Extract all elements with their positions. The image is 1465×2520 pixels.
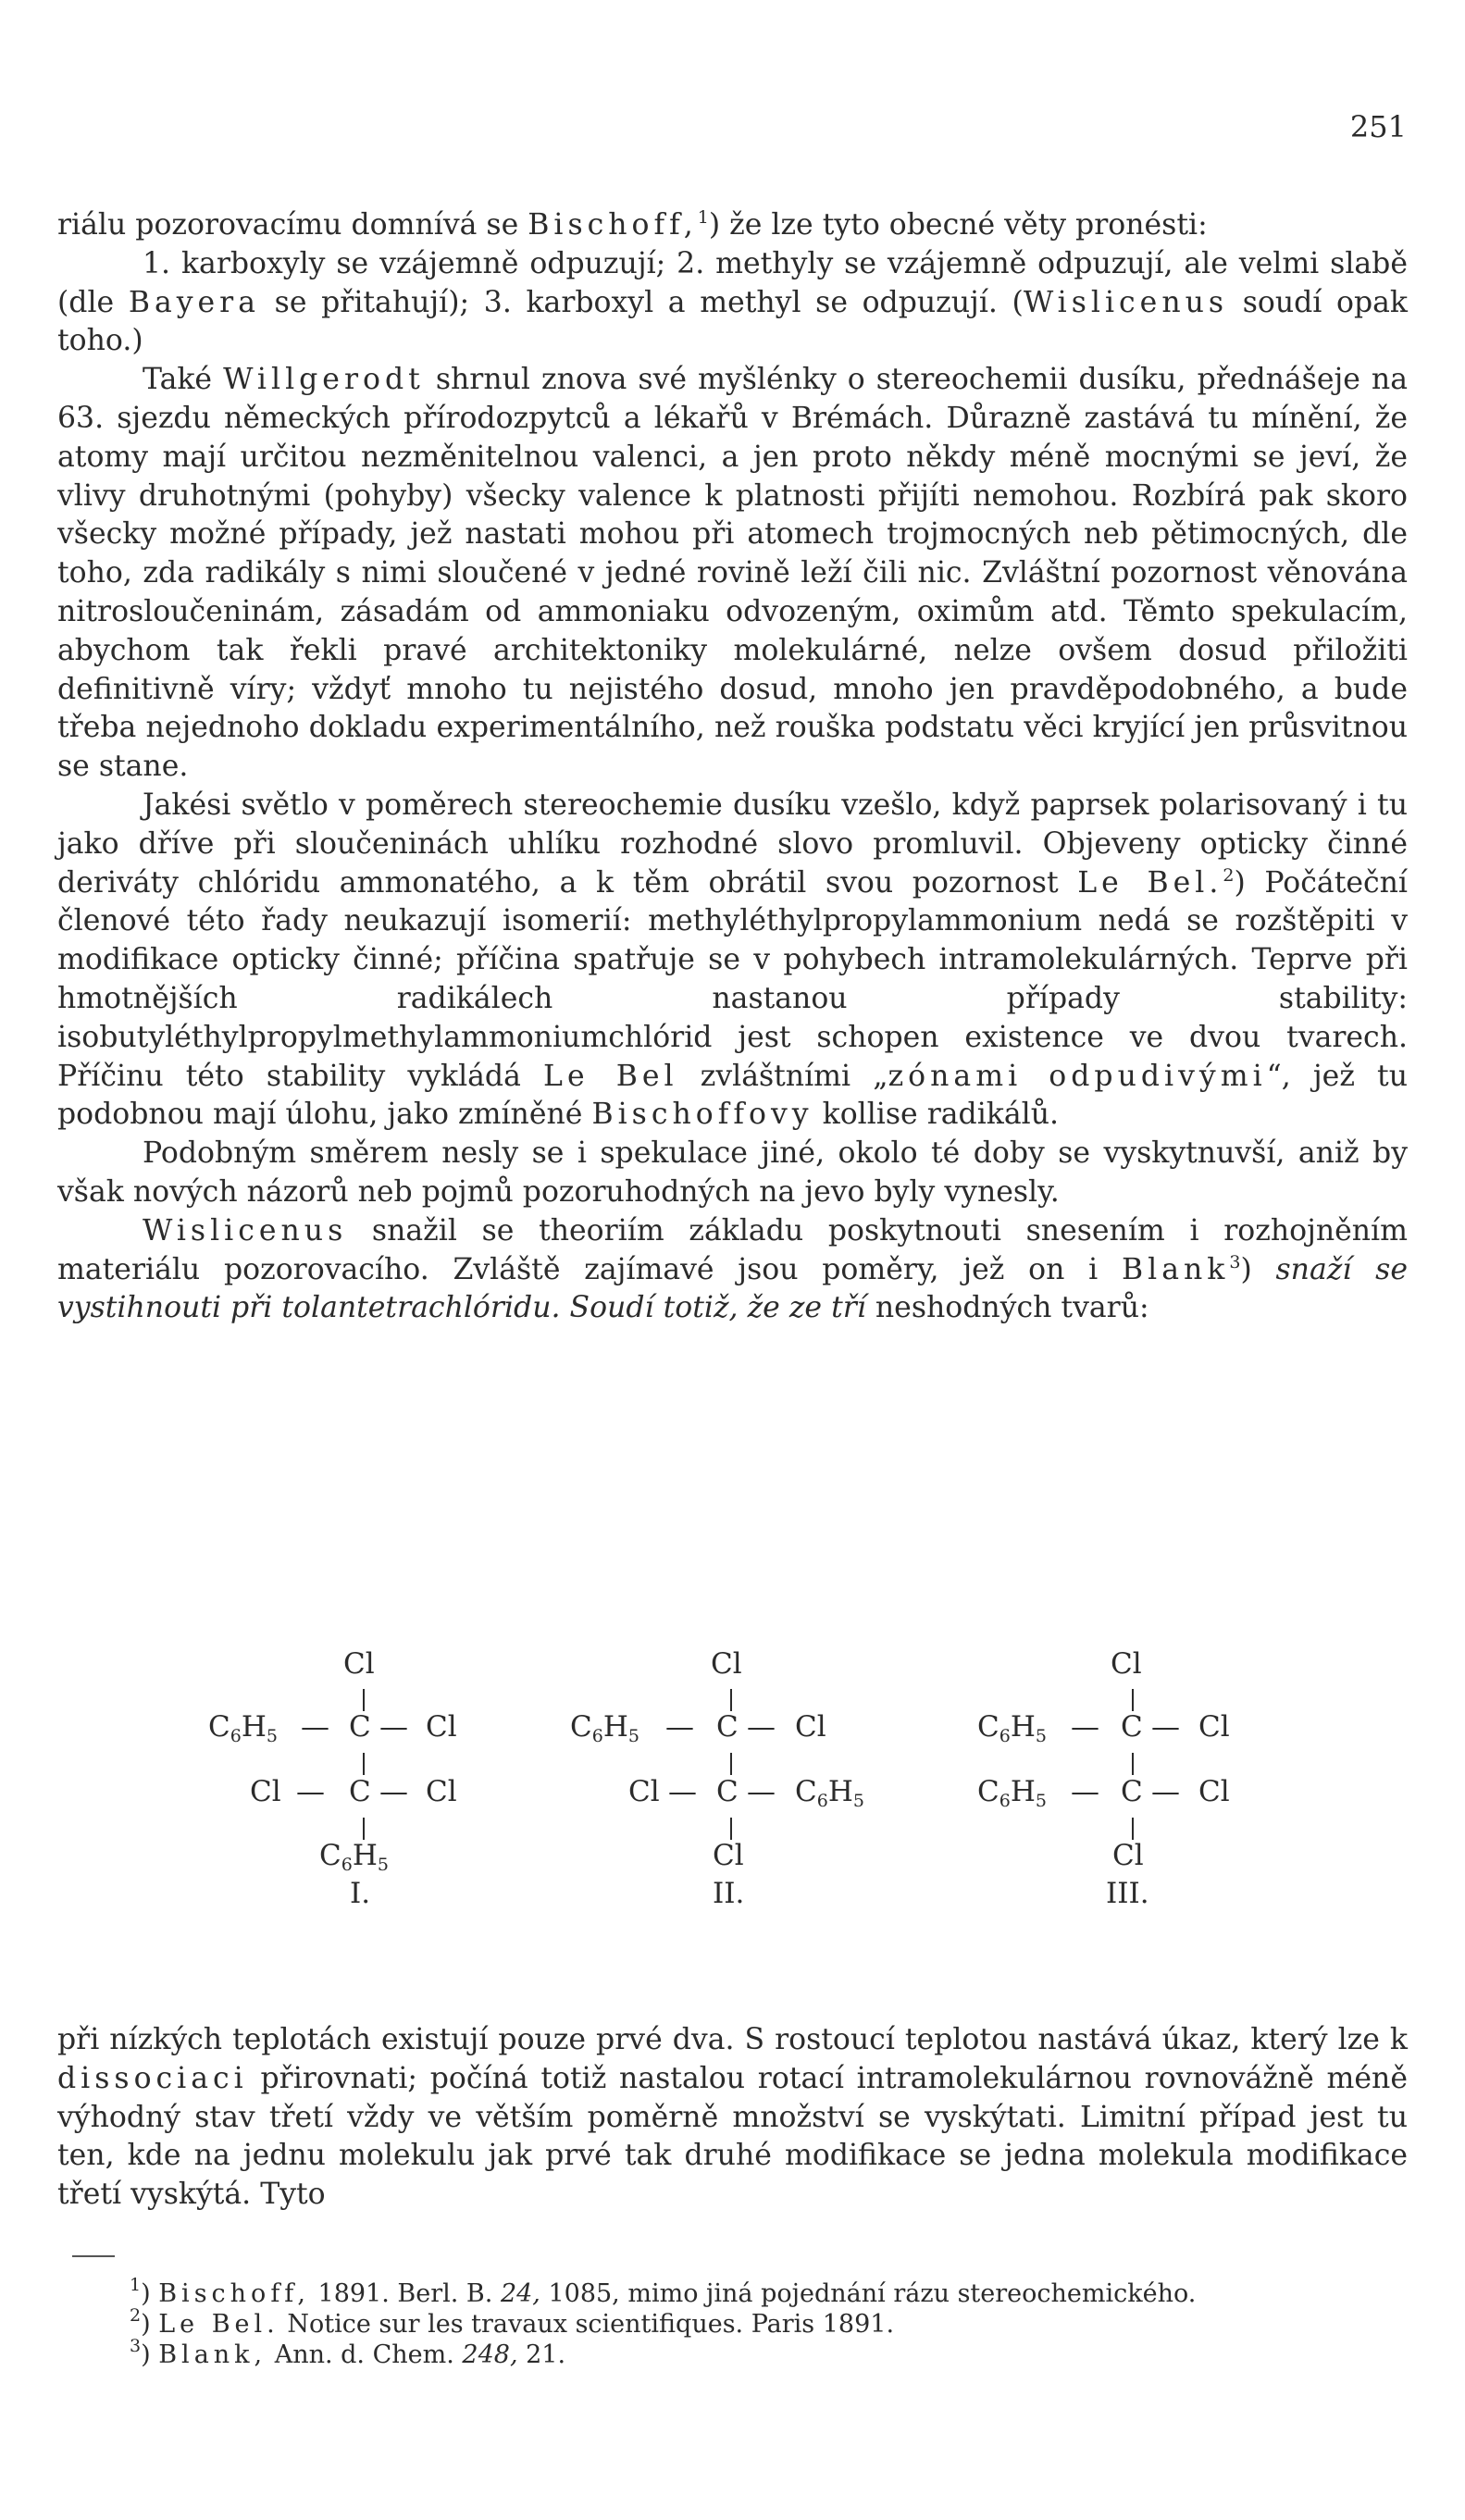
bond-dash: — bbox=[1071, 1775, 1099, 1808]
formula-group: $C_6H_5$ bbox=[208, 1710, 278, 1746]
bond-dash: — bbox=[665, 1710, 694, 1744]
formula-group: $C_6H_5$ bbox=[319, 1839, 389, 1875]
bond-dash: — bbox=[747, 1710, 776, 1744]
bond-dash: — bbox=[668, 1775, 697, 1808]
formula-atom: Cl bbox=[426, 1775, 457, 1808]
bond-line bbox=[730, 1753, 732, 1775]
bond-line bbox=[730, 1818, 732, 1840]
formula-atom: Cl bbox=[250, 1775, 281, 1808]
formula-atom: C bbox=[349, 1775, 371, 1808]
formula-atom: C bbox=[1121, 1775, 1143, 1808]
bond-line bbox=[363, 1753, 365, 1775]
bond-dash: — bbox=[1151, 1775, 1180, 1808]
formula-atom: Cl bbox=[426, 1710, 457, 1744]
formula-atom: C bbox=[716, 1775, 739, 1808]
page-number: 251 bbox=[1349, 109, 1407, 144]
footnote: $^3$) Blank, Ann. d. Chem. 248, 21. bbox=[130, 2336, 566, 2369]
paragraph: 1. karboxyly se vzájemně odpuzují; 2. methyly se vzájemně odpuzují, ale velmi slabě (dle Bayera se přitahují); 3. karboxyl a methyl se odpuzují. (Wislicenus soudí opak toho.) bbox=[57, 246, 1408, 358]
formula-label: III. bbox=[1106, 1877, 1149, 1910]
bond-line bbox=[1132, 1689, 1134, 1711]
bond-line bbox=[363, 1689, 365, 1711]
bond-dash: — bbox=[301, 1710, 329, 1744]
formula-atom: Cl bbox=[1111, 1647, 1142, 1681]
footnotes bbox=[130, 2275, 1416, 2370]
paragraph: Wislicenus snažil se theoriím základu poskytnouti snesením i rozhojněním materiálu pozorovacího. Zvláště zajímavé jsou poměry, jež on i Blank$^3$) snaží se vystihnouti při tolantetrachlóridu. Soudí totiž, že ze tří neshodných tvarů: bbox=[57, 1213, 1408, 1325]
paragraph: Podobným směrem nesly se i spekulace jiné, okolo té doby se vyskytnuvší, aniž by však nových názorů neb pojmů pozoruhodných na jevo byly vynesly. bbox=[57, 1136, 1408, 1209]
formula-atom: Cl bbox=[795, 1710, 826, 1744]
bond-dash: — bbox=[379, 1710, 408, 1744]
paragraph: při nízkých teplotách existují pouze prvé dva. S rostoucí teplotou nastává úkaz, který lze k dissociaci přirovnati; počíná totiž nastalou rotací intramolekulárnou rovnovážně méně výhodný stav třetí vždy ve větším poměrně množství se vyskýtati. Limitní případ jest tu ten, kde na jednu molekulu jak prvé tak druhé modifikace se jedna molekula modifikace třetí vyskýtá. Tyto bbox=[57, 2023, 1408, 2212]
bond-line bbox=[730, 1689, 732, 1711]
formula-atom: Cl bbox=[1198, 1710, 1230, 1744]
paragraph: Také Willgerodt shrnul znova své myšlénky o stereochemii dusíku, přednášeje na 63. sjezdu německých přírodozpytců a lékařů v Brémách. Důrazně zastává tu mínění, že atomy mají určitou nezměnitelnou valenci, a jen proto někdy méně mocnými se jeví, že vlivy druhotnými (pohyby) všecky valence k platnosti přijíti nemohou. Rozbírá pak skoro všecky možné případy, jež nastati mohou při atomech trojmocných neb pětimocných, dle toho, zda radikály s nimi sloučené v jedné rovině leží čili nic. Zvláštní pozornost věnována nitrosloučeninám, zásadám od ammoniaku odvozeným, oximům atd. Těmto spekulacím, abychom tak řekli pravé architektoniky molekulárné, nelze ovšem dosud přiložiti definitivně víry; vždyť mnoho tu nejistého dosud, mnoho jen pravděpodobného, a bude třeba nejednoho dokladu experimentálního, než rouška podstatu věci kryjící jen průsvitnou se stane. bbox=[57, 363, 1408, 784]
formula-atom: Cl bbox=[713, 1839, 744, 1872]
footnote: $^2$) Le Bel. Notice sur les travaux scientifiques. Paris 1891. bbox=[130, 2305, 895, 2339]
footnote: $^1$) Bischoff, 1891. Berl. B. 24, 1085, mimo jiná pojednání rázu stereochemického. bbox=[130, 2275, 1197, 2308]
formula-atom: Cl bbox=[711, 1647, 742, 1681]
paragraph: Jakési světlo v poměrech stereochemie dusíku vzešlo, když paprsek polarisovaný i tu jako dříve při sloučeninách uhlíku rozhodné slovo promluvil. Objeveny opticky činné deriváty chlóridu ammonatého, a k těm obrátil svou pozornost Le Bel.$^2$) Počáteční členové této řady neukazují isomerií: methyléthylpropylammonium nedá se rozštěpiti v modifikace opticky činné; příčina spatřuje se v pohybech intramolekulárných. Teprve při hmotnějších radikálech nastanou případy stability: isobutyléthylpropylmethylammoniumchlórid jest schopen existence ve dvou tvarech. Příčinu této stability vykládá Le Bel zvláštními „zónami odpudivými“, jež tu podobnou mají úlohu, jako zmíněné Bischoffovy kollise radikálů. bbox=[57, 788, 1408, 1132]
bond-dash: — bbox=[296, 1775, 325, 1808]
formula-atom: C bbox=[716, 1710, 739, 1744]
paragraph: riálu pozorovacímu domnívá se Bischoff,$^1$) že lze tyto obecné věty pronésti: bbox=[57, 207, 1208, 242]
formula-group: $C_6H_5$ bbox=[795, 1775, 864, 1811]
bond-dash: — bbox=[379, 1775, 408, 1808]
bond-dash: — bbox=[747, 1775, 776, 1808]
continuation-text bbox=[57, 2021, 1408, 2215]
bond-dash: — bbox=[1071, 1710, 1099, 1744]
formula-atom: Cl bbox=[343, 1647, 375, 1681]
main-text bbox=[57, 206, 1408, 1328]
formula-2 bbox=[566, 1647, 900, 1990]
formula-3 bbox=[973, 1647, 1306, 1990]
bond-dash: — bbox=[1151, 1710, 1180, 1744]
footnote-rule bbox=[72, 2255, 115, 2257]
formula-atom: Cl bbox=[628, 1775, 660, 1808]
formula-group: $C_6H_5$ bbox=[977, 1710, 1047, 1746]
formula-atom: Cl bbox=[1198, 1775, 1230, 1808]
structural-formulas bbox=[0, 1647, 1465, 1990]
bond-line bbox=[363, 1818, 365, 1840]
formula-label: II. bbox=[713, 1877, 745, 1910]
formula-atom: C bbox=[349, 1710, 371, 1744]
formula-label: I. bbox=[350, 1877, 371, 1910]
formula-atom: Cl bbox=[1112, 1839, 1144, 1872]
formula-group: $C_6H_5$ bbox=[977, 1775, 1047, 1811]
formula-atom: C bbox=[1121, 1710, 1143, 1744]
formula-1 bbox=[199, 1647, 532, 1990]
bond-line bbox=[1132, 1818, 1134, 1840]
formula-group: $C_6H_5$ bbox=[570, 1710, 639, 1746]
bond-line bbox=[1132, 1753, 1134, 1775]
